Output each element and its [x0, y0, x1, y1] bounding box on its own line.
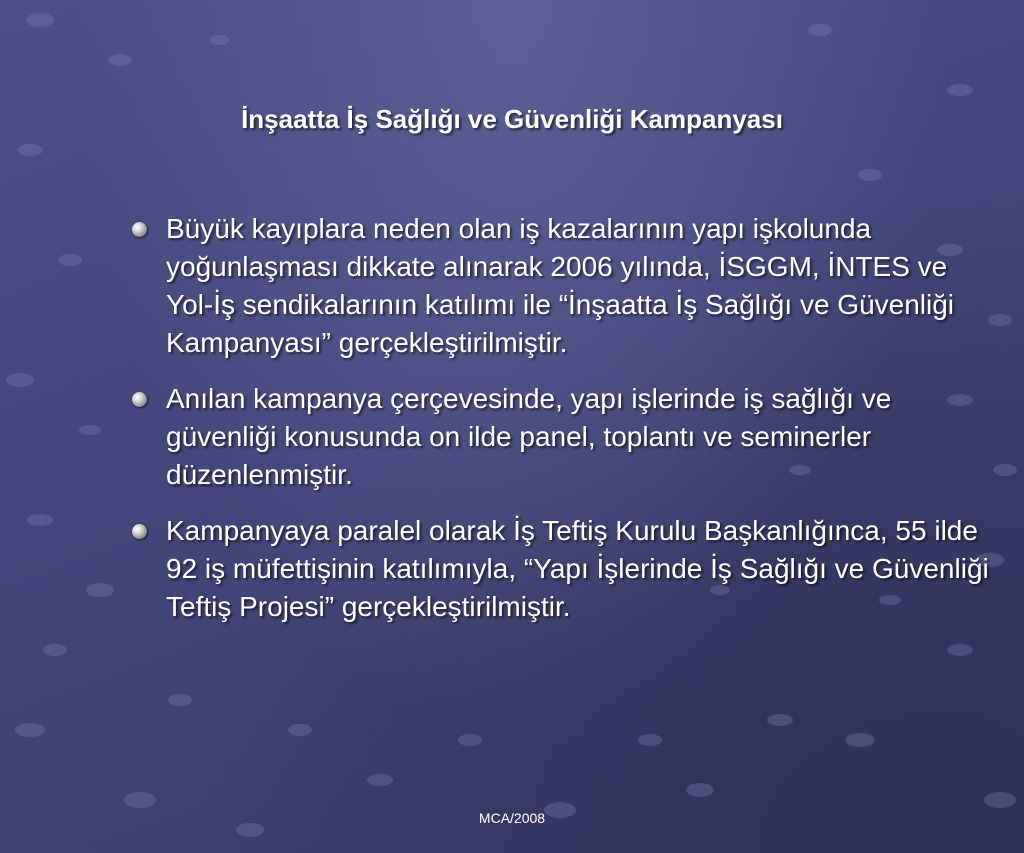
bullet-sphere-icon: [132, 392, 147, 407]
slide-title: İnşaatta İş Sağlığı ve Güvenliği Kampanyası: [241, 104, 783, 134]
bullet-text: Anılan kampanya çerçevesinde, yapı işlerinde iş sağlığı ve güvenliği konusunda on ilde panel, toplantı ve seminerler düzenlenmiştir.: [166, 383, 892, 490]
bullet-item: [130, 512, 990, 626]
bullet-text: Büyük kayıplara neden olan iş kazalarının yapı işkolunda yoğunlaşması dikkate alınarak 2006 yılında, İSGGM, İNTES ve Yol-İş sendikalarının katılımı ile “İnşaatta İş Sağlığı ve Güvenliği Kampanyası” gerçekleştirilmiştir.: [166, 213, 955, 358]
bullet-sphere-icon: [132, 524, 147, 539]
bullet-text: Kampanyaya paralel olarak İş Teftiş Kurulu Başkanlığınca, 55 ilde 92 iş müfettişinin katılımıyla, “Yapı İşlerinde İş Sağlığı ve Güvenliği Teftiş Projesi” gerçekleştirilmiştir.: [166, 515, 989, 622]
bullet-item: [130, 210, 990, 362]
bullet-item: [130, 380, 990, 494]
bullet-list: [130, 210, 990, 644]
slide-footer: MCA/2008: [478, 810, 546, 826]
bullet-sphere-icon: [132, 222, 147, 237]
